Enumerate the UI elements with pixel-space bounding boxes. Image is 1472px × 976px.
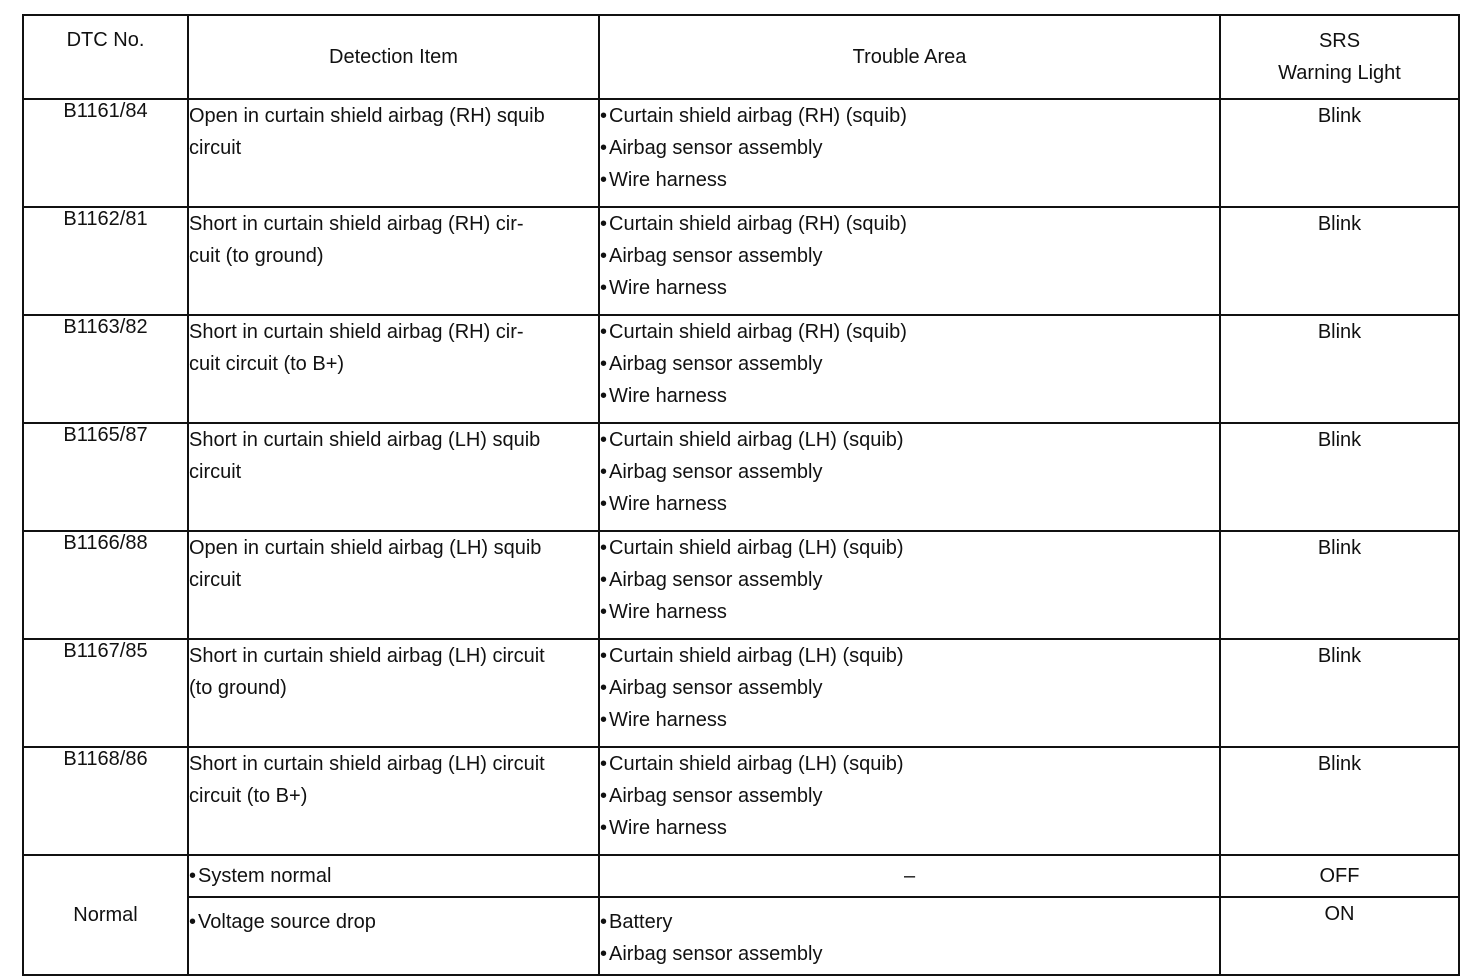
trouble-area-cell [599, 99, 1220, 207]
detection-item-line: (to ground) [189, 677, 287, 699]
trouble-area-cell [599, 207, 1220, 315]
trouble-area-cell [599, 639, 1220, 747]
detection-item-line: circuit [189, 137, 242, 159]
dtc-code-cell: B1166/88 [23, 531, 188, 639]
detection-item-line: circuit (to B+) [189, 785, 308, 807]
warning-light-cell: OFF [1220, 855, 1459, 897]
warning-light-cell: ON [1220, 897, 1459, 975]
trouble-area-item: • Curtain shield airbag (LH) (squib) [600, 424, 1219, 456]
detection-item-line: cuit (to ground) [189, 245, 324, 267]
detection-item-line: Short in curtain shield airbag (RH) cir- [189, 213, 524, 235]
table-row [23, 747, 1459, 855]
warning-light-cell: Blink [1220, 207, 1459, 315]
trouble-area-item: • Wire harness [600, 488, 1219, 520]
detection-item-cell [188, 99, 599, 207]
detection-item-cell [188, 531, 599, 639]
detection-item-line: Short in curtain shield airbag (LH) circuit [189, 645, 545, 667]
dtc-code-cell: B1162/81 [23, 207, 188, 315]
trouble-area-dash: – [599, 855, 1220, 897]
dtc-code-cell: B1161/84 [23, 99, 188, 207]
trouble-area-item: • Wire harness [600, 272, 1219, 304]
warning-light-cell: Blink [1220, 99, 1459, 207]
dtc-code-cell: B1165/87 [23, 423, 188, 531]
trouble-area-item: • Wire harness [600, 812, 1219, 844]
warning-light-cell: Blink [1220, 531, 1459, 639]
trouble-area-item: • Wire harness [600, 164, 1219, 196]
trouble-area-item: • Curtain shield airbag (RH) (squib) [600, 316, 1219, 348]
detection-item-line: cuit circuit (to B+) [189, 353, 345, 375]
warning-light-cell: Blink [1220, 639, 1459, 747]
detection-item-cell [188, 207, 599, 315]
table-header-row [23, 15, 1459, 99]
table-row-normal-system [23, 855, 1459, 897]
trouble-area-cell [599, 423, 1220, 531]
detection-item-cell [188, 747, 599, 855]
detection-item-line: • System normal [189, 860, 598, 892]
warning-light-cell: Blink [1220, 423, 1459, 531]
dtc-code-cell: B1167/85 [23, 639, 188, 747]
table-row [23, 315, 1459, 423]
trouble-area-cell [599, 315, 1220, 423]
trouble-area-item: • Airbag sensor assembly [600, 456, 1219, 488]
trouble-area-item: • Wire harness [600, 380, 1219, 412]
trouble-area-item: • Curtain shield airbag (RH) (squib) [600, 208, 1219, 240]
warning-light-cell: Blink [1220, 315, 1459, 423]
table-row-normal-voltage [23, 897, 1459, 975]
detection-item-cell [188, 315, 599, 423]
detection-item-cell [188, 423, 599, 531]
trouble-area-item: • Curtain shield airbag (LH) (squib) [600, 640, 1219, 672]
detection-item-line: circuit [189, 461, 242, 483]
trouble-area-item: • Curtain shield airbag (LH) (squib) [600, 748, 1219, 780]
detection-item-cell [188, 897, 599, 975]
trouble-area-cell [599, 747, 1220, 855]
detection-item-cell [188, 639, 599, 747]
table-row [23, 423, 1459, 531]
trouble-area-item: • Airbag sensor assembly [600, 780, 1219, 812]
dtc-code-cell: B1168/86 [23, 747, 188, 855]
trouble-area-item: • Battery [600, 906, 1219, 938]
table-row [23, 639, 1459, 747]
header-detection-item: Detection Item [188, 15, 599, 99]
table-row [23, 99, 1459, 207]
header-trouble-area: Trouble Area [599, 15, 1220, 99]
header-srs-line-1: SRS [1318, 30, 1361, 52]
detection-item-line: Short in curtain shield airbag (RH) cir- [189, 321, 524, 343]
trouble-area-item: • Curtain shield airbag (LH) (squib) [600, 532, 1219, 564]
trouble-area-item: • Airbag sensor assembly [600, 132, 1219, 164]
table-row [23, 207, 1459, 315]
dtc-normal-label: Normal [23, 855, 188, 975]
header-dtc-no: DTC No. [23, 15, 188, 99]
table-row [23, 531, 1459, 639]
header-srs-line-2: Warning Light [1278, 62, 1401, 84]
trouble-area-item: • Wire harness [600, 596, 1219, 628]
warning-light-cell: Blink [1220, 747, 1459, 855]
trouble-area-item: • Airbag sensor assembly [600, 564, 1219, 596]
detection-item-line: • Voltage source drop [189, 906, 598, 938]
trouble-area-item: • Wire harness [600, 704, 1219, 736]
header-srs-warning-light [1220, 15, 1459, 99]
trouble-area-cell [599, 897, 1220, 975]
trouble-area-item: • Airbag sensor assembly [600, 240, 1219, 272]
trouble-area-item: • Airbag sensor assembly [600, 938, 1219, 970]
detection-item-line: circuit [189, 569, 242, 591]
trouble-area-item: • Airbag sensor assembly [600, 348, 1219, 380]
detection-item-cell [188, 855, 599, 897]
detection-item-line: Short in curtain shield airbag (LH) squib [189, 429, 541, 451]
dtc-table [22, 14, 1460, 976]
trouble-area-item: • Airbag sensor assembly [600, 672, 1219, 704]
dtc-code-cell: B1163/82 [23, 315, 188, 423]
detection-item-line: Short in curtain shield airbag (LH) circuit [189, 753, 545, 775]
detection-item-line: Open in curtain shield airbag (RH) squib [189, 105, 545, 127]
trouble-area-cell [599, 531, 1220, 639]
trouble-area-item: • Curtain shield airbag (RH) (squib) [600, 100, 1219, 132]
detection-item-line: Open in curtain shield airbag (LH) squib [189, 537, 542, 559]
